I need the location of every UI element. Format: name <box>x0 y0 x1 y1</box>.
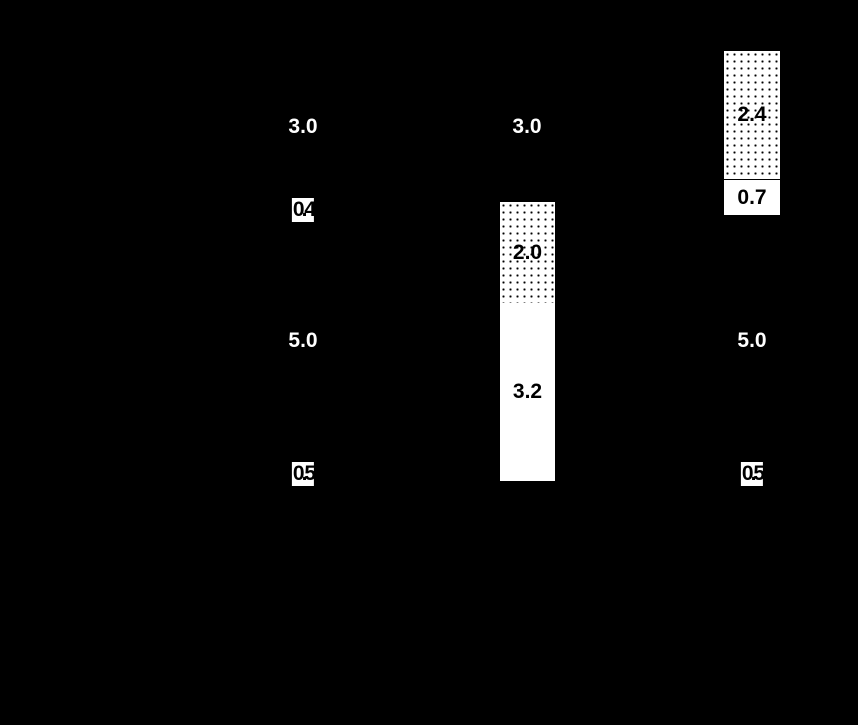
bar-segment-group2-dotted <box>500 202 555 304</box>
annotation-group1-boxed-lower: 0.5 <box>292 462 314 485</box>
bar-segment-group2-solid <box>500 303 555 481</box>
annotation-group3-mid: 5.0 <box>737 329 767 352</box>
bar-value-label: 3.2 <box>512 380 543 403</box>
annotation-group2-top: 3.0 <box>512 115 542 138</box>
annotation-group1-top: 3.0 <box>288 115 318 138</box>
annotation-group1-boxed-upper: 0.4 <box>292 198 314 221</box>
bar-segment-group3-dotted <box>724 51 780 179</box>
annotation-group1-mid: 5.0 <box>288 329 318 352</box>
bar-value-label: 2.4 <box>737 103 767 126</box>
bar-value-label: 2.0 <box>512 241 543 264</box>
bar-segment-group3-solid <box>724 180 780 215</box>
bar-value-label: 0.7 <box>737 185 767 209</box>
annotation-group3-boxed-lower: 0.5 <box>741 462 763 485</box>
